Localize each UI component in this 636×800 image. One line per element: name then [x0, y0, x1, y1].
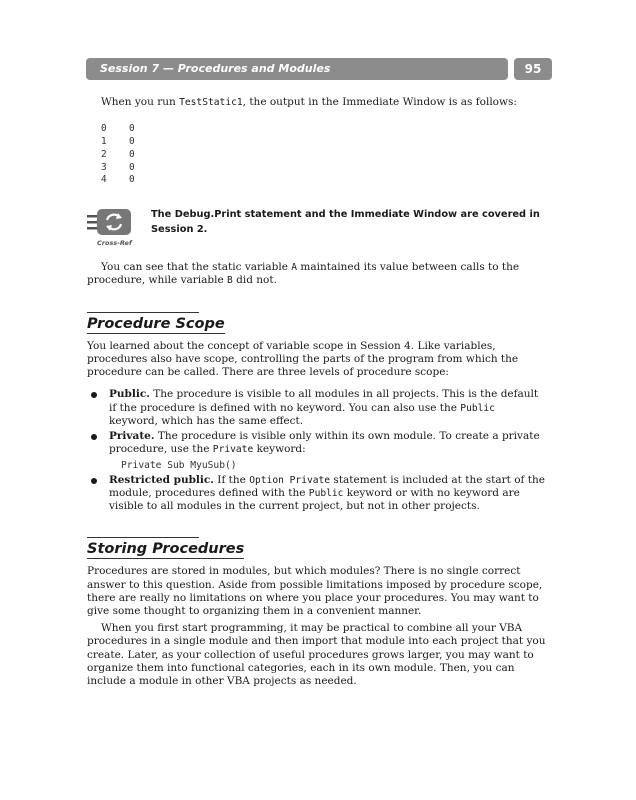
cross-ref-line-2: Session 2. [151, 224, 208, 236]
output-cell: 2 [101, 148, 107, 160]
cross-ref-note [87, 207, 547, 247]
output-cell: 0 [129, 174, 135, 186]
intro-text-2: , the output in the Immediate Window is as follows: [242, 96, 517, 108]
output-row [101, 149, 547, 162]
section-rule [87, 537, 199, 538]
output-row [101, 174, 547, 187]
intro-text-1: When you run [101, 96, 180, 108]
bullet-code: Option Private [249, 474, 331, 486]
page-number-text: 95 [524, 62, 542, 76]
storing-paragraph-1: Procedures are stored in modules, but which modules? There is no single correct answer to this question. Aside from possible limitations imposed by procedure scope, there are really no limitations on where you place your procedures. You may want to give some thought to organizing them in a convenient manner. [87, 565, 543, 618]
bullet-text: keyword: [253, 443, 306, 456]
static-text: did not. [232, 274, 277, 287]
bullet-dot-icon [91, 478, 97, 484]
scope-bullet-list [87, 388, 547, 456]
intro-paragraph [87, 96, 547, 109]
output-cell: 4 [101, 174, 107, 186]
private-sub-code-line: Private Sub MyuSub() [121, 460, 237, 472]
output-cell: 0 [101, 123, 107, 135]
bullet-text: If the [213, 473, 250, 486]
bullet-term: Private. [109, 430, 155, 443]
bullet-text: keyword, which has the same effect. [109, 414, 304, 427]
scope-bullet-list-continued [87, 474, 547, 514]
bullet-private [87, 430, 547, 456]
output-cell: 0 [129, 123, 135, 135]
cross-ref-icon [87, 207, 151, 247]
running-header [86, 58, 508, 80]
intro-code: TestStatic1 [179, 97, 243, 108]
bullet-public [87, 388, 547, 428]
bullet-text: The procedure is visible only within its own module. To create a private procedure, use the [109, 430, 540, 456]
output-cell: 0 [129, 148, 135, 160]
output-cell: 0 [129, 161, 135, 173]
static-variable-paragraph [87, 261, 547, 287]
output-row [101, 162, 547, 175]
bullet-code: Public [460, 402, 495, 414]
output-cell: 3 [101, 161, 107, 173]
section-rule [87, 312, 199, 313]
bullet-restricted-public [87, 474, 547, 514]
bullet-code: Public [308, 487, 344, 499]
page-body [87, 96, 547, 688]
bullet-code: Private [212, 444, 254, 456]
bullet-text: keyword or with no keyword are visible to all modules in the current project, but not in other projects. [109, 486, 520, 513]
static-text: You can see that the static variable [101, 261, 292, 274]
bullet-dot-icon [91, 392, 97, 398]
bullet-dot-icon [91, 434, 97, 440]
cross-ref-line-1: The Debug.Print statement and the Immediate Window are covered in [151, 209, 540, 221]
section-heading-storing-procedures: Storing Procedures [87, 543, 244, 559]
output-cell: 1 [101, 136, 107, 147]
bullet-text: statement is included at the start of the module, procedures defined with the [109, 473, 545, 499]
page-number [514, 58, 552, 80]
output-row [101, 136, 547, 149]
bullet-term: Public. [109, 388, 150, 401]
header-title: Session 7 — Procedures and Modules [100, 62, 331, 75]
immediate-window-output [101, 123, 547, 187]
section-heading-procedure-scope: Procedure Scope [87, 318, 225, 334]
static-code: B [227, 275, 233, 287]
scope-intro-paragraph: You learned about the concept of variable scope in Session 4. Like variables, procedures also have scope, controlling the parts of the program from which the procedure can be called. There are three levels of procedure scope: [87, 339, 519, 379]
output-row [101, 123, 547, 136]
static-text: maintained its value between calls to the procedure, while variable [87, 261, 520, 287]
bullet-text: The procedure is visible to all modules in all projects. This is the default if the procedure is defined with no keyword. You can also use the [109, 388, 539, 414]
storing-paragraph-2: When you first start programming, it may be practical to combine all your VBA procedures in a single module and then import that module into each project that you create. Later, as your collection of useful procedures grows larger, you may want to organize them into functional categories, each in its own module. Then, you can include a module in other VBA projects as needed. [87, 622, 546, 688]
bullet-term: Restricted public. [109, 473, 214, 486]
output-cell: 0 [129, 136, 135, 147]
cross-ref-icon-label: Cross-Ref [97, 239, 132, 248]
cross-ref-text [151, 207, 540, 237]
static-code: A [291, 262, 298, 274]
